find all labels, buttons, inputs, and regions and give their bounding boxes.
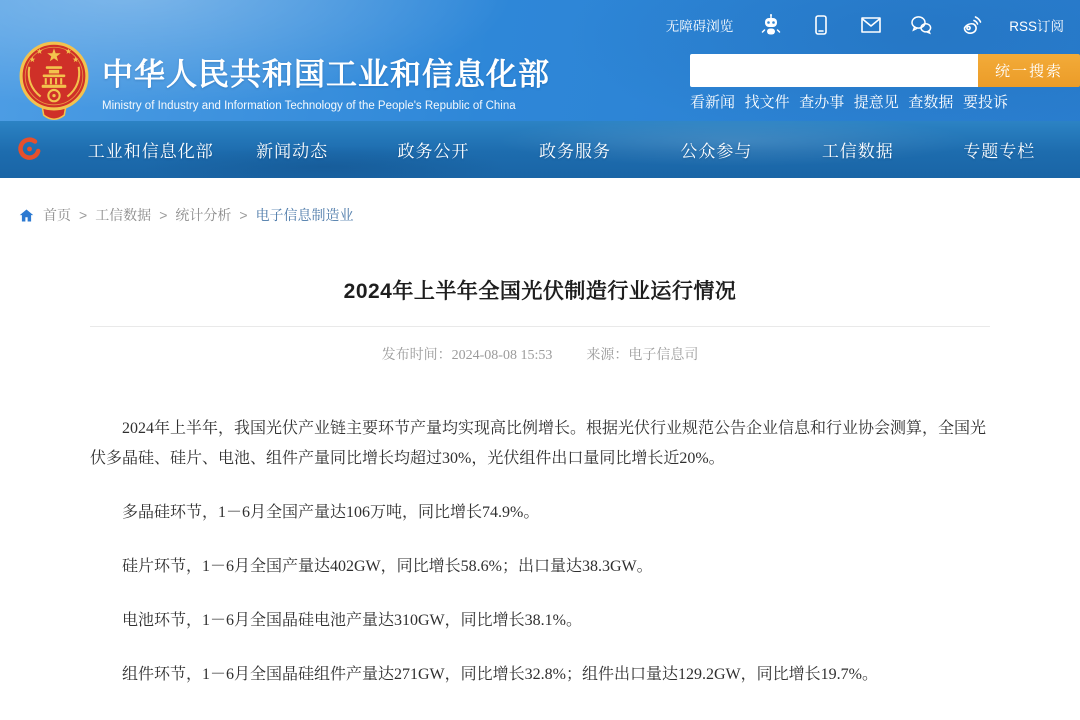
rss-link[interactable]: RSS订阅 xyxy=(1009,19,1064,34)
article-paragraph-module: 组件环节，1－6月全国晶硅组件产量达271GW，同比增长32.8%；组件出口量达129.2GW，同比增长19.7%。 xyxy=(122,666,878,683)
quick-link-feedback[interactable]: 提意见 xyxy=(853,94,899,111)
search-input[interactable] xyxy=(690,54,978,87)
search-button[interactable]: 统一搜索 xyxy=(978,54,1080,87)
quick-link-complaint[interactable]: 要投诉 xyxy=(962,94,1008,111)
page-title: 2024年上半年全国光伏制造行业运行情况 xyxy=(343,280,737,303)
nav-item-industry-data[interactable]: 工信数据 xyxy=(821,142,894,161)
article-meta xyxy=(90,327,990,364)
article-paragraph-wafer: 硅片环节，1－6月全国产量达402GW，同比增长58.6%；出口量达38.3GW。 xyxy=(122,558,653,575)
publish-time-value: 2024-08-08 15:53 xyxy=(451,348,553,363)
breadcrumb-separator: > xyxy=(239,207,248,223)
breadcrumb-current-electronics[interactable]: 电子信息制造业 xyxy=(255,207,354,223)
article-body xyxy=(90,414,990,690)
nav-item-news[interactable]: 新闻动态 xyxy=(256,142,329,161)
nav-item-gov-services[interactable]: 政务服务 xyxy=(538,142,611,161)
source-label: 来源： xyxy=(586,348,629,363)
main-nav xyxy=(0,121,1080,178)
article-paragraph-overview: 2024年上半年，我国光伏产业链主要环节产量均实现高比例增长。根据光伏行业规范公告企业信息和行业协会测算，全国光伏多晶硅、硅片、电池、组件产量同比增长均超过30%，光伏组件出口量同比增长近20%。 xyxy=(90,420,987,467)
accessibility-link[interactable]: 无障碍浏览 xyxy=(665,19,734,34)
source-value: 电子信息司 xyxy=(628,348,699,363)
breadcrumb-statistics[interactable]: 统计分析 xyxy=(175,207,232,223)
utility-bar xyxy=(666,13,1064,37)
quick-link-documents[interactable]: 找文件 xyxy=(744,94,790,111)
breadcrumb-separator: > xyxy=(79,207,88,223)
brand-text xyxy=(102,49,550,112)
nav-item-miit[interactable]: 工业和信息化部 xyxy=(87,142,214,161)
mobile-icon[interactable] xyxy=(809,13,833,37)
nav-item-special-topics[interactable]: 专题专栏 xyxy=(963,142,1036,161)
article xyxy=(90,275,990,690)
wechat-icon[interactable] xyxy=(909,13,933,37)
article-paragraph-polysilicon: 多晶硅环节，1－6月全国产量达106万吨，同比增长74.9%。 xyxy=(122,504,540,521)
miit-swirl-logo-icon xyxy=(13,134,43,164)
weibo-icon[interactable] xyxy=(959,13,983,37)
breadcrumb-separator: > xyxy=(159,207,168,223)
quick-links xyxy=(690,91,1008,112)
site-subtitle: Ministry of Industry and Information Technology of the People's Republic of China xyxy=(102,99,516,112)
site-header xyxy=(0,0,1080,178)
article-paragraph-cell: 电池环节，1－6月全国晶硅电池产量达310GW，同比增长38.1%。 xyxy=(122,612,582,629)
national-emblem-icon xyxy=(18,38,90,122)
mascot-robot-icon[interactable] xyxy=(759,13,783,37)
quick-link-news[interactable]: 看新闻 xyxy=(690,94,736,111)
brand xyxy=(18,38,550,122)
quick-link-services[interactable]: 查办事 xyxy=(799,94,845,111)
breadcrumb-home[interactable]: 首页 xyxy=(43,207,71,223)
breadcrumb xyxy=(0,178,1080,243)
site-title: 中华人民共和国工业和信息化部 xyxy=(102,56,550,92)
search-area xyxy=(690,54,1080,87)
home-icon[interactable] xyxy=(18,207,35,224)
breadcrumb-industry-data[interactable]: 工信数据 xyxy=(95,207,152,223)
nav-item-participation[interactable]: 公众参与 xyxy=(680,142,753,161)
nav-item-gov-disclosure[interactable]: 政务公开 xyxy=(397,142,470,161)
mail-icon[interactable] xyxy=(859,13,883,37)
publish-time-label: 发布时间： xyxy=(381,348,452,363)
quick-link-data[interactable]: 查数据 xyxy=(908,94,954,111)
